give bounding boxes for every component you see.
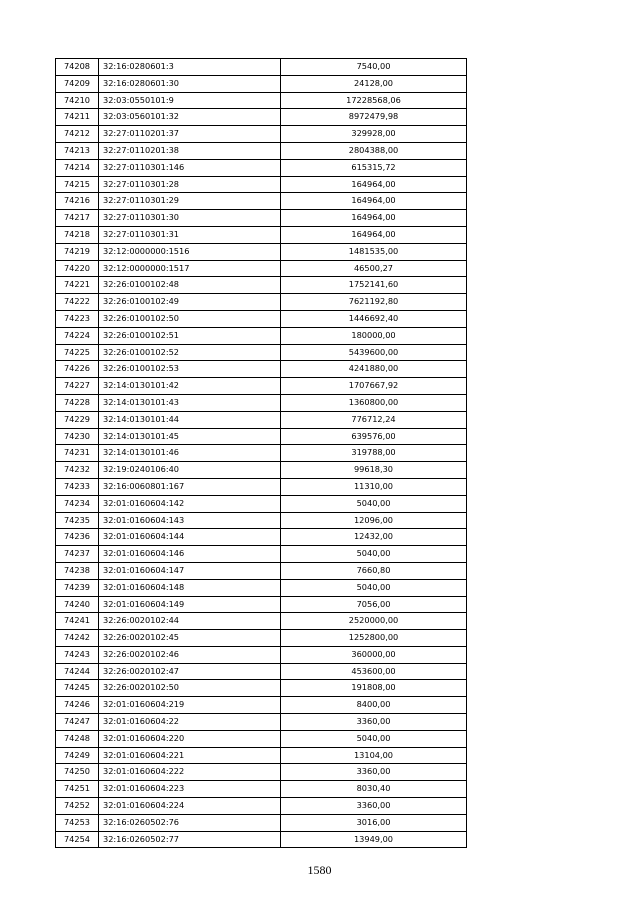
- cadastral-value-cell: 164964,00: [281, 210, 467, 227]
- row-number-cell: 74250: [56, 764, 99, 781]
- cadastral-number-cell: 32:26:0100102:51: [99, 327, 281, 344]
- row-number-cell: 74214: [56, 159, 99, 176]
- cadastral-value-cell: 7621192,80: [281, 294, 467, 311]
- row-number-cell: 74226: [56, 361, 99, 378]
- cadastral-value-cell: 164964,00: [281, 176, 467, 193]
- cadastral-value-cell: 1481535,00: [281, 243, 467, 260]
- table-row: [56, 579, 467, 596]
- cadastral-value-cell: 3016,00: [281, 814, 467, 831]
- table-row: [56, 75, 467, 92]
- table-row: [56, 814, 467, 831]
- cadastral-number-cell: 32:01:0160604:148: [99, 579, 281, 596]
- table-row: [56, 294, 467, 311]
- row-number-cell: 74244: [56, 663, 99, 680]
- cadastral-number-cell: 32:16:0260502:76: [99, 814, 281, 831]
- table-row: [56, 210, 467, 227]
- cadastral-number-cell: 32:01:0160604:143: [99, 512, 281, 529]
- cadastral-value-cell: 17228568,06: [281, 92, 467, 109]
- table-row: [56, 730, 467, 747]
- row-number-cell: 74253: [56, 814, 99, 831]
- cadastral-number-cell: 32:26:0100102:48: [99, 277, 281, 294]
- cadastral-number-cell: 32:14:0130101:43: [99, 394, 281, 411]
- table-row: [56, 327, 467, 344]
- table-row: [56, 462, 467, 479]
- row-number-cell: 74243: [56, 646, 99, 663]
- cadastral-number-cell: 32:27:0110301:29: [99, 193, 281, 210]
- cadastral-value-cell: 24128,00: [281, 75, 467, 92]
- cadastral-number-cell: 32:01:0160604:220: [99, 730, 281, 747]
- cadastral-value-cell: 8400,00: [281, 697, 467, 714]
- cadastral-number-cell: 32:26:0020102:44: [99, 613, 281, 630]
- row-number-cell: 74230: [56, 428, 99, 445]
- cadastral-value-cell: 11310,00: [281, 478, 467, 495]
- cadastral-value-cell: 180000,00: [281, 327, 467, 344]
- table-row: [56, 663, 467, 680]
- row-number-cell: 74220: [56, 260, 99, 277]
- row-number-cell: 74245: [56, 680, 99, 697]
- row-number-cell: 74241: [56, 613, 99, 630]
- cadastral-number-cell: 32:19:0240106:40: [99, 462, 281, 479]
- cadastral-value-cell: 615315,72: [281, 159, 467, 176]
- cadastral-value-cell: 164964,00: [281, 193, 467, 210]
- table-row: [56, 697, 467, 714]
- cadastral-value-cell: 8972479,98: [281, 109, 467, 126]
- row-number-cell: 74219: [56, 243, 99, 260]
- row-number-cell: 74212: [56, 126, 99, 143]
- table-row: [56, 781, 467, 798]
- table-row: [56, 142, 467, 159]
- cadastral-value-cell: 13104,00: [281, 747, 467, 764]
- cadastral-number-cell: 32:26:0100102:53: [99, 361, 281, 378]
- cadastral-value-cell: 5040,00: [281, 546, 467, 563]
- cadastral-number-cell: 32:12:0000000:1517: [99, 260, 281, 277]
- row-number-cell: 74252: [56, 798, 99, 815]
- cadastral-value-cell: 3360,00: [281, 714, 467, 731]
- table-row: [56, 310, 467, 327]
- cadastral-number-cell: 32:03:0550101:9: [99, 92, 281, 109]
- cadastral-number-cell: 32:14:0130101:46: [99, 445, 281, 462]
- cadastral-value-cell: 2520000,00: [281, 613, 467, 630]
- row-number-cell: 74249: [56, 747, 99, 764]
- row-number-cell: 74251: [56, 781, 99, 798]
- cadastral-value-cell: 360000,00: [281, 646, 467, 663]
- table-row: [56, 562, 467, 579]
- cadastral-number-cell: 32:03:0560101:32: [99, 109, 281, 126]
- cadastral-number-cell: 32:01:0160604:22: [99, 714, 281, 731]
- table-row: [56, 226, 467, 243]
- table-body: [56, 59, 467, 848]
- table-row: [56, 445, 467, 462]
- cadastral-number-cell: 32:14:0130101:42: [99, 378, 281, 395]
- cadastral-number-cell: 32:01:0160604:149: [99, 596, 281, 613]
- cadastral-number-cell: 32:16:0280601:3: [99, 59, 281, 76]
- table-row: [56, 747, 467, 764]
- cadastral-value-cell: 5040,00: [281, 579, 467, 596]
- row-number-cell: 74232: [56, 462, 99, 479]
- row-number-cell: 74209: [56, 75, 99, 92]
- cadastral-number-cell: 32:16:0060801:167: [99, 478, 281, 495]
- table-row: [56, 411, 467, 428]
- row-number-cell: 74248: [56, 730, 99, 747]
- row-number-cell: 74235: [56, 512, 99, 529]
- table-row: [56, 243, 467, 260]
- table-row: [56, 646, 467, 663]
- table-row: [56, 176, 467, 193]
- cadastral-value-cell: 1707667,92: [281, 378, 467, 395]
- table-row: [56, 277, 467, 294]
- cadastral-number-cell: 32:26:0020102:46: [99, 646, 281, 663]
- cadastral-value-cell: 8030,40: [281, 781, 467, 798]
- row-number-cell: 74227: [56, 378, 99, 395]
- cadastral-value-table: [55, 58, 467, 848]
- cadastral-value-cell: 99618,30: [281, 462, 467, 479]
- row-number-cell: 74239: [56, 579, 99, 596]
- cadastral-number-cell: 32:27:0110201:38: [99, 142, 281, 159]
- table-row: [56, 512, 467, 529]
- row-number-cell: 74247: [56, 714, 99, 731]
- row-number-cell: 74215: [56, 176, 99, 193]
- table-row: [56, 394, 467, 411]
- cadastral-value-cell: 329928,00: [281, 126, 467, 143]
- row-number-cell: 74236: [56, 529, 99, 546]
- cadastral-number-cell: 32:26:0100102:52: [99, 344, 281, 361]
- cadastral-value-cell: 7540,00: [281, 59, 467, 76]
- row-number-cell: 74238: [56, 562, 99, 579]
- table-row: [56, 546, 467, 563]
- cadastral-number-cell: 32:27:0110301:146: [99, 159, 281, 176]
- table-row: [56, 193, 467, 210]
- table-row: [56, 798, 467, 815]
- row-number-cell: 74254: [56, 831, 99, 848]
- table-row: [56, 478, 467, 495]
- cadastral-value-cell: 776712,24: [281, 411, 467, 428]
- cadastral-value-cell: 191808,00: [281, 680, 467, 697]
- row-number-cell: 74242: [56, 630, 99, 647]
- cadastral-number-cell: 32:26:0100102:50: [99, 310, 281, 327]
- cadastral-number-cell: 32:14:0130101:45: [99, 428, 281, 445]
- cadastral-value-cell: 5439600,00: [281, 344, 467, 361]
- cadastral-number-cell: 32:26:0100102:49: [99, 294, 281, 311]
- table-row: [56, 428, 467, 445]
- table-row: [56, 613, 467, 630]
- row-number-cell: 74237: [56, 546, 99, 563]
- table-row: [56, 630, 467, 647]
- cadastral-value-cell: 3360,00: [281, 764, 467, 781]
- cadastral-value-cell: 453600,00: [281, 663, 467, 680]
- table-row: [56, 126, 467, 143]
- table-row: [56, 764, 467, 781]
- page-number: 1580: [307, 863, 332, 877]
- table-row: [56, 344, 467, 361]
- cadastral-number-cell: 32:12:0000000:1516: [99, 243, 281, 260]
- table-row: [56, 831, 467, 848]
- row-number-cell: 74216: [56, 193, 99, 210]
- cadastral-number-cell: 32:14:0130101:44: [99, 411, 281, 428]
- cadastral-value-cell: 2804388,00: [281, 142, 467, 159]
- row-number-cell: 74213: [56, 142, 99, 159]
- table-row: [56, 92, 467, 109]
- cadastral-value-cell: 3360,00: [281, 798, 467, 815]
- row-number-cell: 74231: [56, 445, 99, 462]
- cadastral-value-cell: 639576,00: [281, 428, 467, 445]
- cadastral-number-cell: 32:16:0280601:30: [99, 75, 281, 92]
- cadastral-number-cell: 32:27:0110301:31: [99, 226, 281, 243]
- table-row: [56, 378, 467, 395]
- row-number-cell: 74225: [56, 344, 99, 361]
- table-row: [56, 109, 467, 126]
- cadastral-number-cell: 32:27:0110301:30: [99, 210, 281, 227]
- cadastral-value-cell: 319788,00: [281, 445, 467, 462]
- cadastral-number-cell: 32:01:0160604:147: [99, 562, 281, 579]
- cadastral-value-cell: 1252800,00: [281, 630, 467, 647]
- cadastral-number-cell: 32:27:0110201:37: [99, 126, 281, 143]
- row-number-cell: 74221: [56, 277, 99, 294]
- cadastral-value-cell: 7660,80: [281, 562, 467, 579]
- row-number-cell: 74211: [56, 109, 99, 126]
- cadastral-number-cell: 32:01:0160604:222: [99, 764, 281, 781]
- table-row: [56, 529, 467, 546]
- row-number-cell: 74246: [56, 697, 99, 714]
- table-row: [56, 596, 467, 613]
- cadastral-number-cell: 32:01:0160604:224: [99, 798, 281, 815]
- row-number-cell: 74240: [56, 596, 99, 613]
- cadastral-number-cell: 32:26:0020102:45: [99, 630, 281, 647]
- table-row: [56, 680, 467, 697]
- table-row: [56, 59, 467, 76]
- cadastral-number-cell: 32:01:0160604:144: [99, 529, 281, 546]
- table-row: [56, 714, 467, 731]
- cadastral-value-cell: 1360800,00: [281, 394, 467, 411]
- row-number-cell: 74217: [56, 210, 99, 227]
- row-number-cell: 74210: [56, 92, 99, 109]
- cadastral-value-cell: 5040,00: [281, 495, 467, 512]
- cadastral-value-cell: 12096,00: [281, 512, 467, 529]
- cadastral-number-cell: 32:01:0160604:221: [99, 747, 281, 764]
- row-number-cell: 74208: [56, 59, 99, 76]
- cadastral-value-cell: 164964,00: [281, 226, 467, 243]
- cadastral-value-cell: 4241880,00: [281, 361, 467, 378]
- cadastral-number-cell: 32:27:0110301:28: [99, 176, 281, 193]
- cadastral-number-cell: 32:26:0020102:47: [99, 663, 281, 680]
- row-number-cell: 74222: [56, 294, 99, 311]
- table-row: [56, 361, 467, 378]
- cadastral-number-cell: 32:16:0260502:77: [99, 831, 281, 848]
- cadastral-value-cell: 1446692,40: [281, 310, 467, 327]
- cadastral-value-cell: 7056,00: [281, 596, 467, 613]
- cadastral-number-cell: 32:26:0020102:50: [99, 680, 281, 697]
- row-number-cell: 74228: [56, 394, 99, 411]
- table-row: [56, 260, 467, 277]
- row-number-cell: 74224: [56, 327, 99, 344]
- row-number-cell: 74229: [56, 411, 99, 428]
- row-number-cell: 74233: [56, 478, 99, 495]
- cadastral-number-cell: 32:01:0160604:219: [99, 697, 281, 714]
- cadastral-value-cell: 5040,00: [281, 730, 467, 747]
- cadastral-number-cell: 32:01:0160604:146: [99, 546, 281, 563]
- row-number-cell: 74234: [56, 495, 99, 512]
- cadastral-number-cell: 32:01:0160604:142: [99, 495, 281, 512]
- cadastral-value-cell: 12432,00: [281, 529, 467, 546]
- row-number-cell: 74218: [56, 226, 99, 243]
- cadastral-value-cell: 13949,00: [281, 831, 467, 848]
- cadastral-value-cell: 46500,27: [281, 260, 467, 277]
- cadastral-value-cell: 1752141,60: [281, 277, 467, 294]
- table-row: [56, 159, 467, 176]
- table-row: [56, 495, 467, 512]
- row-number-cell: 74223: [56, 310, 99, 327]
- cadastral-number-cell: 32:01:0160604:223: [99, 781, 281, 798]
